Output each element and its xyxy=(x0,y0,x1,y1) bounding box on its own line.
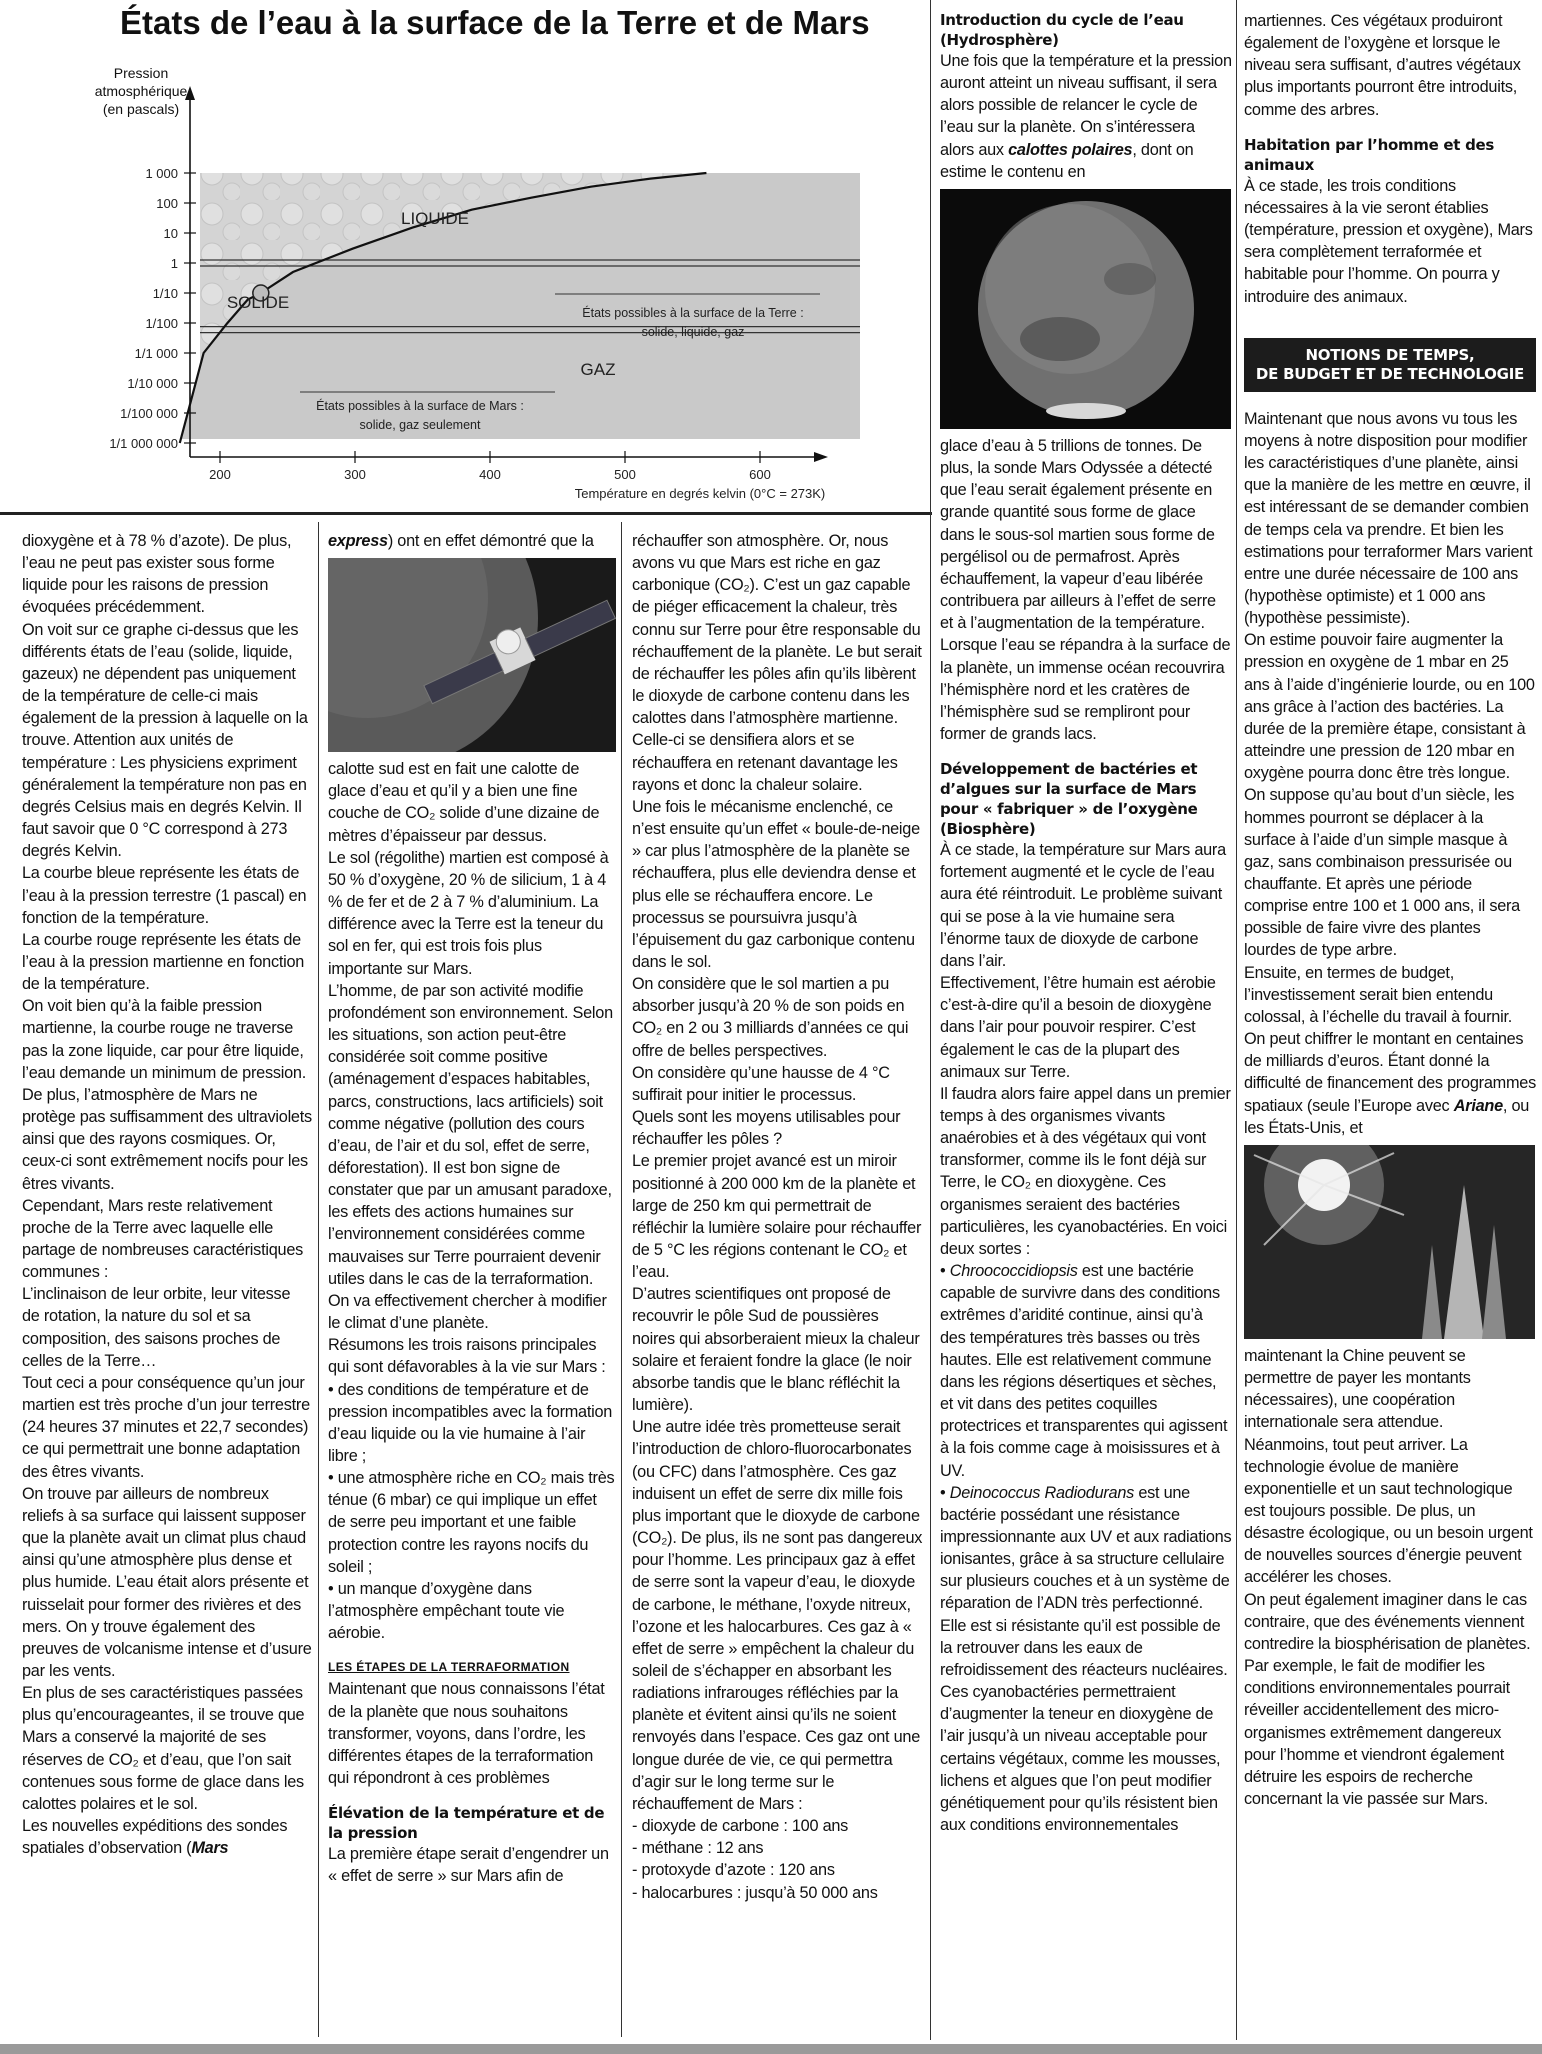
x-tick-label: 400 xyxy=(479,467,501,482)
section-heading: Habitation par l’homme et des animaux xyxy=(1244,135,1495,174)
column-divider xyxy=(621,522,622,2037)
paragraph: On peut également imaginer dans le cas contraire, que des événements viennent contredire la biosphérisation de planètes. Par exemple, le fait de modifier les conditions environnementales pourrait réveiller accidentellement des micro-organismes extrêmement dangereux pour l’homme et viendront également détruire les espoirs de recherche concernant la vie passée sur Mars. xyxy=(1244,1590,1531,1808)
list-item: - dioxyde de carbone : 100 ans xyxy=(632,1817,849,1836)
mission-name: Mars xyxy=(191,1839,229,1858)
x-tick-label: 300 xyxy=(344,467,366,482)
paragraph: On suppose qu’au bout d’un siècle, les hommes pourront se déplacer à la surface à l’aide d’un simple masque à gaz, sans combinaison pressurisée ou chauffante. Et après une période comprise entre 100 et 1 000 ans, il sera possible de faire vivre des plantes lourdes de type arbre. xyxy=(1244,786,1520,960)
y-tick-label: 1/1 000 xyxy=(134,346,178,361)
notions-heading-line: DE BUDGET ET DE TECHNOLOGIE xyxy=(1255,364,1525,383)
y-tick-label: 1/10 000 xyxy=(127,376,178,391)
solid-region-label: SOLIDE xyxy=(226,293,290,312)
paragraph: Le sol (régolithe) martien est composé à 50 % d’oxygène, 20 % de silicium, 1 à 4 % de fer et de 2 à 7 % d’aluminium. La différence avec la Terre est la teneur du sol en fer, qui est trois fois plus importante sur Mars. xyxy=(328,848,609,978)
paragraph: On considère qu’une hausse de 4 °C suffirait pour initier le processus. xyxy=(632,1063,890,1104)
paragraph: La première étape serait d’engendrer un « effet de serre » sur Mars afin de xyxy=(328,1845,609,1886)
y-axis-label-line: Pression xyxy=(113,65,169,81)
column-2 xyxy=(328,530,616,2040)
y-tick-label: 1/100 xyxy=(145,316,178,331)
satellite-image xyxy=(328,558,616,752)
y-tick-label: 10 xyxy=(163,226,178,241)
paragraph: De plus, l’atmosphère de Mars ne protège pas suffisamment des ultraviolets ainsi que des rayons cosmiques. Or, ceux-ci sont extrêmement nocifs pour les êtres vivants. xyxy=(22,1085,312,1193)
paragraph: On voit bien qu’à la faible pression martienne, la courbe rouge ne traverse pas la zone liquide, car pour être liquide, l’eau demande un minimum de pression. xyxy=(22,997,306,1082)
paragraph: réchauffer son atmosphère. Or, nous avons vu que Mars est riche en gaz carbonique (CO₂). C’est un gaz capable de piéger efficacement la chaleur, très connu sur Terre pour être responsable du réchauffement de la planète. Le but serait de réchauffer les pôles afin qu’ils libèrent le dioxyde de carbone contenu dans les calottes dans l’atmosphère martienne. Celle-ci se densifiera alors et se réchauffera en retenant davantage les rayons et donc la chaleur solaire. xyxy=(632,532,922,794)
section-heading: Développement de bactéries et d’algues sur la surface de Mars pour « fabriquer » de l’oxygène (Biosphère) xyxy=(940,760,1198,839)
paragraph: glace d’eau à 5 trillions de tonnes. De plus, la sonde Mars Odyssée a détecté que l’eau serait également présente en grande quantité sous forme de glace dans le sous-sol martien sous forme de pergélisol ou de permafrost. Après échauffement, la vapeur d’eau libérée contribuera par ailleurs à l’effet de serre et à l’augmentation de la température. xyxy=(940,436,1216,633)
liquid-region-label: LIQUIDE xyxy=(400,209,470,228)
paragraph: Néanmoins, tout peut arriver. La technologie évolue de manière exponentielle et un saut technologique est toujours possible. De plus, un désastre écologique, ou un besoin urgent de nouvelles sources d’énergie peuvent accélérer les choses. xyxy=(1244,1435,1533,1587)
earth-note: États possibles à la surface de la Terre : xyxy=(582,306,804,320)
section-heading: LES ÉTAPES DE LA TERRAFORMATION xyxy=(328,1660,570,1675)
paragraph: Tout ceci a pour conséquence qu’un jour martien est très proche d’un jour terrestre (24 heures 37 minutes et 22,7 secondes) ce qui permettrait une bonne adaptation des êtres vivants. xyxy=(22,1373,310,1481)
text-run: Ensuite, en termes de budget, l’investissement serait bien entendu colossal, à l’échelle du travail à fournir. On peut chiffrer le montant en centaines de milliards d’euros. Étant donné la difficulté de financement des programmes spatiaux (seule l’Europe avec xyxy=(1244,963,1536,1115)
paragraph xyxy=(940,50,1232,183)
notions-heading-line: NOTIONS DE TEMPS, xyxy=(1305,345,1475,364)
paragraph: Maintenant que nous avons vu tous les moyens à notre disposition pour modifier les caractéristiques d’une planète, ainsi que la manière de les mettre en œuvre, il est intéressant de se demander combien de temps cela va prendre. Et bien les estimations pour terraformer Mars varient entre une durée nécessaire de 100 ans (hypothèse optimiste) et 1 000 ans (hypothèse pessimiste). xyxy=(1244,409,1533,628)
text-run: , ou les États-Unis, et xyxy=(1244,1096,1530,1137)
paragraph: maintenant la Chine peuvent se permettre de payer les montants nécessaires), une coopération internationale sera attendue. xyxy=(1244,1346,1471,1432)
paragraph: La courbe bleue représente les états de l’eau à la pression terrestre (1 pascal) en fonction de la température. xyxy=(22,864,307,927)
y-tick-label: 1 000 xyxy=(145,166,178,181)
paragraph: Une fois le mécanisme enclenché, ce n’est ensuite qu’un effet « boule-de-neige » car plus l’atmosphère de la planète se réchauffera, plus elle deviendra dense et plus elle se réchauffera encore. Le processus se poursuivra jusqu’à l’épuisement du gaz carbonique contenu dans le sol. xyxy=(632,797,920,971)
paragraph: On estime pouvoir faire augmenter la pression en oxygène de 1 mbar en 25 ans à l’aide d’ingénierie lourde, ou en 100 ans grâce à l’action des bactéries. La durée de la première étape, consistant à atteindre une pression de 120 mbar en oxygène pourra donc être très longue. xyxy=(1244,631,1535,783)
y-tick-label: 1 xyxy=(170,256,178,271)
paragraph: On voit sur ce graphe ci-dessus que les différents états de l’eau (solide, liquide, gazeux) ne dépendent pas uniquement de la température de celle-ci mais également de la pression à laquelle on la trouve. Attention aux unités de température : Les physiciens expriment généralement la température non pas en degrés Celsius mais en degrés Kelvin. Il faut savoir que 0 °C correspond à 273 degrés Kelvin. xyxy=(22,620,308,861)
x-axis-arrow xyxy=(814,452,828,462)
paragraph: On considère que le sol martien a pu absorber jusqu’à 20 % de son poids en CO₂ en 2 ou 3 milliards d’années ce qui offre de belles perspectives. xyxy=(632,975,909,1060)
paragraph: En plus de ses caractéristiques passées plus qu’encourageantes, il se trouve que Mars a conservé la majorité de ses réserves de CO₂ et d’eau, que l’on sait contenues sous forme de glace dans les calottes polaires et le sol. xyxy=(22,1684,305,1813)
mars-image xyxy=(940,189,1231,429)
bullet: • Deinococcus Radiodurans est une bactérie possédant une résistance impressionnante aux UV et aux radiations ionisantes, grâce à sa structure cellulaire sur plusieurs couches et à un système de réparation de l’ADN très perfectionné. Elle est si résistante qu’il est possible de la retrouver dans les eaux de refroidissement des réacteurs nucléaires. xyxy=(940,1483,1232,1679)
mars-note: États possibles à la surface de Mars : xyxy=(316,399,524,413)
x-tick-label: 200 xyxy=(209,467,231,482)
list-item: - protoxyde d’azote : 120 ans xyxy=(632,1861,835,1880)
paragraph: L’homme, de par son activité modifie profondément son environnement. Selon les situations, son action peut-être considérée soit comme positive (aménagement d’espaces habitables, parcs, constructions, lacs artificiels) soit comme négative (pollution des cours d’eau, de l’air et du sol, effet de serre, déforestation). Il est bon signe de constater que par un amusant paradoxe, les effets des actions humaines sur l’environnement considérées comme mauvaises sur Terre pourraient devenir utiles dans le cas de la terraformation. On va effectivement chercher à modifier le climat d’une planète. xyxy=(328,981,613,1333)
text-run: Les nouvelles expéditions des sondes spatiales d’observation ( xyxy=(22,1817,288,1858)
paragraph: dioxygène et à 78 % d’azote). De plus, l’eau ne peut pas exister sous forme liquide pour les raisons de pression évoquées précédemment. xyxy=(22,532,292,617)
text-run: , dont on estime le contenu en xyxy=(940,140,1194,181)
paragraph: Le premier projet avancé est un miroir positionné à 200 000 km de la planète et large de 250 km qui permettrait de réfléchir la lumière solaire pour réchauffer de 5 °C les régions contenant le CO₂ et l’eau. xyxy=(632,1152,922,1282)
text-run: est une bactérie capable de survivre dans des conditions extrêmes d’aridité continue, ainsi qu’à des températures très basses ou très hautes. Elle est relativement commune dans les régions désertiques et sèches, et vit dans des petites coquilles protectrices et transparentes qui agissent à la fois comme cage à moisissures et à UV. xyxy=(940,1262,1228,1480)
paragraph: D’autres scientifiques ont proposé de recouvrir le pôle Sud de poussières noires qui absorberaient mieux la chaleur solaire et feraient fondre la glace (le noir absorbe tandis que le blanc réfléchit la lumière). xyxy=(632,1285,920,1415)
paragraph: calotte sud est en fait une calotte de glace d’eau et qu’il y a bien une fine couche de CO₂ solide d’une dizaine de mètres d’épaisseur par dessus. xyxy=(328,760,600,845)
x-tick-label: 500 xyxy=(614,467,636,482)
paragraph: Quels sont les moyens utilisables pour réchauffer les pôles ? xyxy=(632,1108,901,1149)
page-bottom-border xyxy=(0,2044,1542,2054)
chart-title: États de l’eau à la surface de la Terre et de Mars xyxy=(120,4,870,41)
bullet: • une atmosphère riche en CO₂ mais très ténue (6 mbar) ce qui implique un effet de serre peu important et une faible protection contre les rayons nocifs du soleil ; xyxy=(328,1469,615,1576)
bullet: • Chroococcidiopsis est une bactérie capable de survivre dans des conditions extrêmes d’aridité continue, ainsi qu’à des températures très basses ou très hautes. Elle est relativement commune dans les régions désertiques et sèches, et vit dans des petites coquilles protectrices et transparentes qui agissent à la fois comme cage à moisissures et à UV. xyxy=(940,1262,1228,1480)
paragraph: Lorsque l’eau se répandra à la surface de la planète, un immense océan recouvrira l’hémisphère nord et les cratères de l’hémisphère sud se rempliront pour former de grands lacs. xyxy=(940,636,1231,743)
bullet: • un manque d’oxygène dans l’atmosphère empêchant toute vie aérobie. xyxy=(328,1579,565,1643)
paragraph: À ce stade, les trois conditions nécessaires à la vie seront établies (température, pression et oxygène), Mars sera complètement terraformée et habitable pour l’homme. On pourra y introduire des animaux. xyxy=(1244,176,1533,306)
paragraph: La courbe rouge représente les états de l’eau à la pression martienne en fonction de la température. xyxy=(22,930,305,994)
species-name: Deinococcus Radiodurans xyxy=(949,1483,1135,1502)
x-axis-label: Température en degrés kelvin (0°C = 273K) xyxy=(574,486,826,501)
column-divider xyxy=(318,522,319,2037)
paragraph: Une autre idée très prometteuse serait l’introduction de chloro-fluorocarbonates (ou CFC) dans l’atmosphère. Ces gaz induisent un effet de serre dix mille fois plus important que le dioxyde de carbone (CO₂). De plus, ils ne sont pas dangereux pour l’homme. Les principaux gaz à effet de serre sont la vapeur d’eau, le dioxyde de carbone, le méthane, l’oxyde nitreux, l’ozone et les halocarbures. Ces gaz à « effet de serre » empêchent la chaleur du soleil de s’échapper en absorbant les radiations infrarouges réfléchies par la planète et évitent ainsi qu’ils ne soient renvoyés dans l’espace. Ces gaz ont une longue durée de vie, ce qui permettra d’agir sur le long terme sur le réchauffement de Mars : xyxy=(632,1418,923,1813)
text-run: Une fois que la température et la pression auront atteint un niveau suffisant, il sera alors possible de relancer le cycle de l’eau sur la planète. On s’intéressera alors aux xyxy=(940,52,1232,159)
column-5 xyxy=(1244,10,1536,2040)
paragraph: martiennes. Ces végétaux produiront également de l’oxygène et lorsque le niveau sera suffisant, d’autres végétaux plus importants pourront être introduits, comme des arbres. xyxy=(1244,12,1521,119)
paragraph: Effectivement, l’être humain est aérobie c’est-à-dire qu’il a besoin de dioxygène dans l’air pour pouvoir respirer. C’est également le cas de la plupart des animaux sur Terre. xyxy=(940,974,1216,1081)
bullet: • des conditions de température et de pression incompatibles avec la formation d’eau liquide ou la vie humaine à l’air libre ; xyxy=(328,1380,613,1465)
paragraph: L’inclinaison de leur orbite, leur vitesse de rotation, la nature du sol et sa composition, des saisons proches de celles de la Terre… xyxy=(22,1285,291,1370)
paragraph: Il faudra alors faire appel dans un premier temps à des organismes vivants anaérobies et à des végétaux qui vont transformer, comme ils le font déjà sur Terre, le CO₂ en dioxygène. Ces organismes seraient des bactéries particulières, les cyanobactéries. En voici deux sortes : xyxy=(940,1084,1231,1258)
x-tick-label: 600 xyxy=(749,467,771,482)
column-divider xyxy=(930,0,931,2040)
column-divider xyxy=(1236,0,1237,2040)
rocket-name: Ariane xyxy=(1453,1096,1503,1115)
rocket-image xyxy=(1244,1145,1535,1339)
paragraph xyxy=(1244,962,1536,1139)
text-run: est une bactérie possédant une résistance impressionnante aux UV et aux radiations ionisantes, grâce à sa structure cellulaire sur plusieurs couches et à un système de réparation de l’ADN très perfectionné. Elle est si résistante qu’il est possible de la retrouver dans les eaux de refroidissement des réacteurs nucléaires. xyxy=(940,1483,1232,1679)
list-item: - méthane : 12 ans xyxy=(632,1839,764,1858)
column-4 xyxy=(940,10,1232,2040)
y-axis-label-line: (en pascals) xyxy=(102,101,180,117)
y-tick-label: 1/1 000 000 xyxy=(109,436,178,451)
paragraph: Résumons les trois raisons principales qui sont défavorables à la vie sur Mars : xyxy=(328,1336,606,1377)
y-axis-label xyxy=(86,64,196,118)
earth-note: solide, liquide, gaz xyxy=(641,325,745,339)
paragraph: On trouve par ailleurs de nombreux reliefs à sa surface qui laissent supposer que la planète avait un climat plus chaud ainsi qu’une atmosphère plus dense et plus humide. L’eau était alors présente et ruisselait pour former des rivières et des mers. On y trouve également des preuves de volcanisme intense et d’usure par les vents. xyxy=(22,1484,312,1680)
list-item: - halocarbures : jusqu’à 50 000 ans xyxy=(632,1883,878,1902)
section-heading: Introduction du cycle de l’eau (Hydrosphère) xyxy=(940,11,1184,49)
section-heading: Élévation de la température et de la pression xyxy=(328,1804,605,1843)
paragraph: Cependant, Mars reste relativement proche de la Terre avec laquelle elle partage de nombreuses caractéristiques communes : xyxy=(22,1196,304,1282)
notions-heading-box xyxy=(1244,338,1536,392)
y-tick-label: 100 xyxy=(156,196,178,211)
paragraph: Ces cyanobactéries permettraient d’augmenter la teneur en dioxygène de l’air jusqu’à un niveau acceptable pour certains végétaux, comme les mousses, lichens et algues que l’on peut modifier génétiquement pour qu’ils résistent bien aux conditions environnementales xyxy=(940,1683,1221,1834)
paragraph: Maintenant que nous connaissons l’état de la planète que nous souhaitons transformer, voyons, dans l’ordre, les différentes étapes de la terraformation qui répondront à ces problèmes xyxy=(328,1680,605,1788)
mars-planet-photo xyxy=(940,189,1231,429)
gas-region-label: GAZ xyxy=(580,360,616,379)
text-run: ) ont en effet démontré que la xyxy=(387,532,594,550)
emphasis: calottes polaires xyxy=(1008,140,1133,159)
species-name: Chroococcidiopsis xyxy=(949,1262,1078,1281)
paragraph: À ce stade, la température sur Mars aura fortement augmenté et le cycle de l’eau aura été réintroduit. Le problème suivant qui se pose à la vie humaine sera l’énorme taux de dioxyde de carbone dans l’air. xyxy=(940,841,1226,970)
ariane-rocket-photo xyxy=(1244,1145,1535,1339)
paragraph xyxy=(22,1815,312,1859)
paragraph xyxy=(328,530,616,552)
section-divider xyxy=(0,512,932,515)
mars-express-satellite-photo xyxy=(328,558,616,752)
column-1 xyxy=(22,530,312,2040)
y-tick-label: 1/100 000 xyxy=(120,406,178,421)
column-3 xyxy=(632,530,924,2040)
mission-name: express xyxy=(328,532,388,550)
mars-note: solide, gaz seulement xyxy=(359,418,481,432)
y-axis-label-line: atmosphérique xyxy=(94,83,188,99)
y-tick-label: 1/10 xyxy=(152,286,178,301)
